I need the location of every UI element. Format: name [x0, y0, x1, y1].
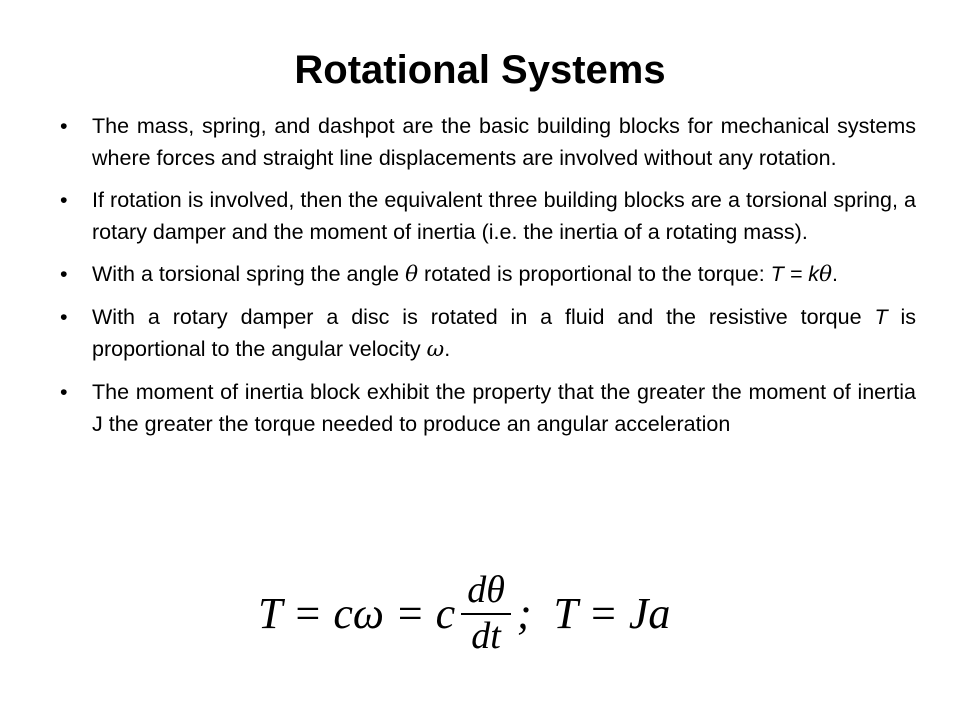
derivative-fraction — [461, 571, 511, 657]
bullet-marker: • — [60, 114, 68, 138]
fraction-denominator: dt — [471, 615, 501, 657]
theta-symbol: θ — [405, 262, 419, 287]
bullet-list — [60, 110, 916, 450]
bullet-marker: • — [60, 305, 68, 329]
bullet-text-part: is proportional to the angular velocity — [92, 305, 917, 361]
bullet-item-3 — [60, 258, 916, 291]
bullet-text: If rotation is involved, then the equivalent three building blocks are a torsional spring, a rotary damper and the moment of inertia (i.e. the inertia of a rotating mass). — [92, 188, 916, 244]
theta-symbol: θ — [819, 262, 833, 287]
bullet-text: The moment of inertia block exhibit the property that the greater the moment of inertia J the greater the torque needed to produce an angular acceleration — [92, 380, 916, 436]
omega-symbol: ω — [426, 337, 445, 362]
formula-lhs: T = cω = c — [258, 589, 456, 638]
bullet-text-part: rotated is proportional to the torque: — [418, 262, 771, 286]
torque-symbol: T — [770, 262, 784, 286]
bullet-marker: • — [60, 380, 68, 404]
bullet-text-part: With a torsional spring the angle — [92, 262, 406, 286]
equation-end: . — [832, 262, 838, 286]
slide-title: Rotational Systems — [294, 48, 666, 92]
torque-symbol: T — [874, 305, 888, 329]
bullet-marker: • — [60, 188, 68, 212]
bullet-item-5 — [60, 376, 916, 440]
formula-rhs: ; T = Ja — [516, 589, 671, 638]
bullet-item-2 — [60, 184, 916, 248]
equation-part: = k — [783, 262, 820, 286]
bullet-text-end: . — [444, 337, 451, 361]
bullet-item-4 — [60, 301, 916, 366]
bullet-text: The mass, spring, and dashpot are the basic building blocks for mechanical systems where forces and straight line displacements are involved without any rotation. — [92, 114, 916, 170]
bullet-item-1 — [60, 110, 916, 174]
bullet-marker: • — [60, 262, 68, 286]
bullet-text-part: With a rotary damper a disc is rotated in a fluid and the resistive torque — [92, 305, 875, 329]
torque-formula — [258, 569, 671, 657]
fraction-numerator: dθ — [461, 571, 511, 615]
